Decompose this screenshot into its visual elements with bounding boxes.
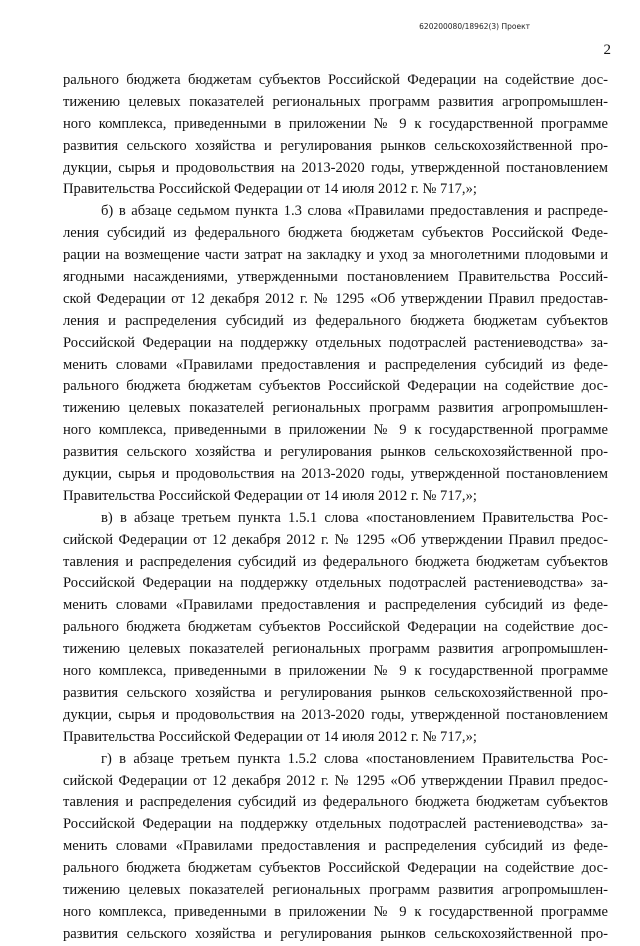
text-line: тижению целевых показателей региональных программ развития агропромышлен- <box>63 641 608 658</box>
text-line: ягодными насаждениями, утвержденными постановлением Правительства Россий- <box>63 269 608 286</box>
document-id: 620200080/18962(3) Проект <box>419 22 530 31</box>
text-line: дукции, сырья и продовольствия на 2013-2020 годы, утвержденной постановлением <box>63 159 608 176</box>
text-line: развития сельского хозяйства и регулирования рынков сельскохозяйственной про- <box>63 444 608 461</box>
text-line: Правительства Российской Федерации от 14 июля 2012 г. № 717,»; <box>63 181 477 198</box>
text-line: рального бюджета бюджетам субъектов Российской Федерации на содействие дос- <box>63 860 608 877</box>
text-line: тавления и распределения субсидий из федерального бюджета бюджетам субъектов <box>63 794 608 811</box>
text-line: б) в абзаце седьмом пункта 1.3 слова «Правилами предоставления и распреде- <box>101 203 608 220</box>
text-line: рации на возмещение части затрат на закладку и уход за многолетними плодовыми и <box>63 247 608 264</box>
text-line: развития сельского хозяйства и регулирования рынков сельскохозяйственной про- <box>63 137 608 154</box>
text-line: менить словами «Правилами предоставления и распределения субсидий из феде- <box>63 356 608 373</box>
text-line: развития сельского хозяйства и регулирования рынков сельскохозяйственной про- <box>63 925 608 942</box>
text-line: в) в абзаце третьем пункта 1.5.1 слова «постановлением Правительства Рос- <box>101 509 608 526</box>
text-line: Правительства Российской Федерации от 14 июля 2012 г. № 717,»; <box>63 728 477 745</box>
text-line: развития сельского хозяйства и регулирования рынков сельскохозяйственной про- <box>63 684 608 701</box>
text-line: сийской Федерации от 12 декабря 2012 г. № 1295 «Об утверждении Правил предос- <box>63 531 608 548</box>
text-line: тижению целевых показателей региональных программ развития агропромышлен- <box>63 400 608 417</box>
text-line: рального бюджета бюджетам субъектов Российской Федерации на содействие дос- <box>63 72 608 88</box>
text-line: тижению целевых показателей региональных программ развития агропромышлен- <box>63 881 608 898</box>
text-line: ного комплекса, приведенными в приложении № 9 к государственной программе <box>63 903 608 920</box>
text-line: ления и распределения субсидий из федерального бюджета бюджетам субъектов <box>63 312 608 329</box>
page-number: 2 <box>603 42 611 58</box>
text-line: Российской Федерации на поддержку отдельных подотраслей растениеводства» за- <box>63 816 608 833</box>
text-line: Российской Федерации на поддержку отдельных подотраслей растениеводства» за- <box>63 575 608 592</box>
text-line: тижению целевых показателей региональных программ развития агропромышлен- <box>63 93 608 110</box>
text-line: менить словами «Правилами предоставления и распределения субсидий из феде- <box>63 838 608 855</box>
text-line: менить словами «Правилами предоставления и распределения субсидий из феде- <box>63 597 608 614</box>
text-line: ного комплекса, приведенными в приложении № 9 к государственной программе <box>63 422 608 439</box>
text-line: г) в абзаце третьем пункта 1.5.2 слова «постановлением Правительства Рос- <box>101 750 608 767</box>
text-line: дукции, сырья и продовольствия на 2013-2020 годы, утвержденной постановлением <box>63 706 608 723</box>
text-line: ного комплекса, приведенными в приложении № 9 к государственной программе <box>63 115 608 132</box>
text-line: рального бюджета бюджетам субъектов Российской Федерации на содействие дос- <box>63 378 608 395</box>
text-line: Российской Федерации на поддержку отдельных подотраслей растениеводства» за- <box>63 334 608 351</box>
text-line: рального бюджета бюджетам субъектов Российской Федерации на содействие дос- <box>63 619 608 636</box>
text-line: Правительства Российской Федерации от 14 июля 2012 г. № 717,»; <box>63 487 477 504</box>
document-body <box>63 70 608 946</box>
text-line: дукции, сырья и продовольствия на 2013-2020 годы, утвержденной постановлением <box>63 466 608 483</box>
text-line: ской Федерации от 12 декабря 2012 г. № 1295 «Об утверждении Правил предостав- <box>63 290 608 307</box>
text-line: сийской Федерации от 12 декабря 2012 г. № 1295 «Об утверждении Правил предос- <box>63 772 608 789</box>
text-line: тавления и распределения субсидий из федерального бюджета бюджетам субъектов <box>63 553 608 570</box>
text-line: ного комплекса, приведенными в приложении № 9 к государственной программе <box>63 663 608 680</box>
text-line: ления субсидий из федерального бюджета бюджетам субъектов Российской Феде- <box>63 225 608 242</box>
